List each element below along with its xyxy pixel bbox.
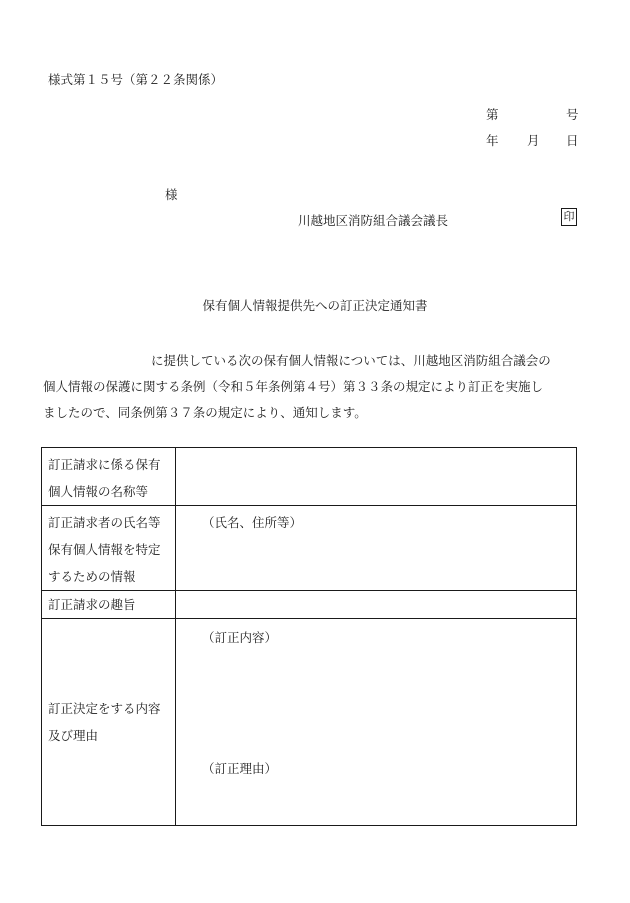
date-day-label: 日 — [566, 133, 579, 148]
table-row-requester — [42, 506, 577, 591]
date-month-label: 月 — [527, 133, 540, 148]
row-label-requester — [42, 506, 176, 591]
field-decision[interactable] — [176, 619, 577, 826]
body-line-3: ましたので、同条例第３７条の規定により、通知します。 — [43, 405, 367, 420]
row-label-purpose — [42, 591, 176, 619]
field-purpose[interactable] — [176, 591, 577, 619]
row-label-line: するための情報 — [48, 569, 136, 584]
requester-note: （氏名、住所等） — [202, 515, 303, 530]
correction-form-table — [41, 447, 577, 826]
date-year-label: 年 — [486, 133, 499, 148]
body-line-1 — [43, 348, 583, 374]
table-row-info-name — [42, 448, 577, 506]
body-paragraph — [43, 348, 583, 426]
row-label-line: 訂正請求者の氏名等 — [48, 515, 161, 530]
correction-content-note: （訂正内容） — [202, 630, 278, 645]
table-row-decision — [42, 619, 577, 826]
row-label-line: 訂正決定をする内容 — [48, 701, 161, 716]
row-label-line: 訂正請求に係る保有 — [48, 457, 161, 472]
row-label-decision — [42, 619, 176, 826]
table-row-purpose — [42, 591, 577, 619]
row-label-line: 個人情報の名称等 — [48, 484, 149, 499]
document-number-label: 第 — [486, 107, 499, 122]
field-requester[interactable] — [176, 506, 577, 591]
form-number: 様式第１５号（第２２条関係） — [48, 72, 224, 87]
row-label-line: 保有個人情報を特定 — [48, 542, 161, 557]
document-title: 保有個人情報提供先への訂正決定通知書 — [202, 298, 428, 313]
body-line-1-text: に提供している次の保有個人情報については、川越地区消防組合議会の — [151, 353, 551, 368]
row-label-line: 及び理由 — [48, 728, 99, 743]
correction-reason-note: （訂正理由） — [202, 761, 278, 776]
addressee-suffix: 様 — [165, 187, 178, 202]
body-line-2: 個人情報の保護に関する条例（令和５年条例第４号）第３３条の規定により訂正を実施し — [43, 379, 544, 394]
issuer-name: 川越地区消防組合議会議長 — [298, 213, 449, 228]
field-info-name[interactable] — [176, 448, 577, 506]
row-label-line: 訂正請求の趣旨 — [48, 597, 136, 612]
document-number-suffix: 号 — [566, 107, 579, 122]
row-label-info-name — [42, 448, 176, 506]
seal-stamp: 印 — [561, 208, 577, 226]
